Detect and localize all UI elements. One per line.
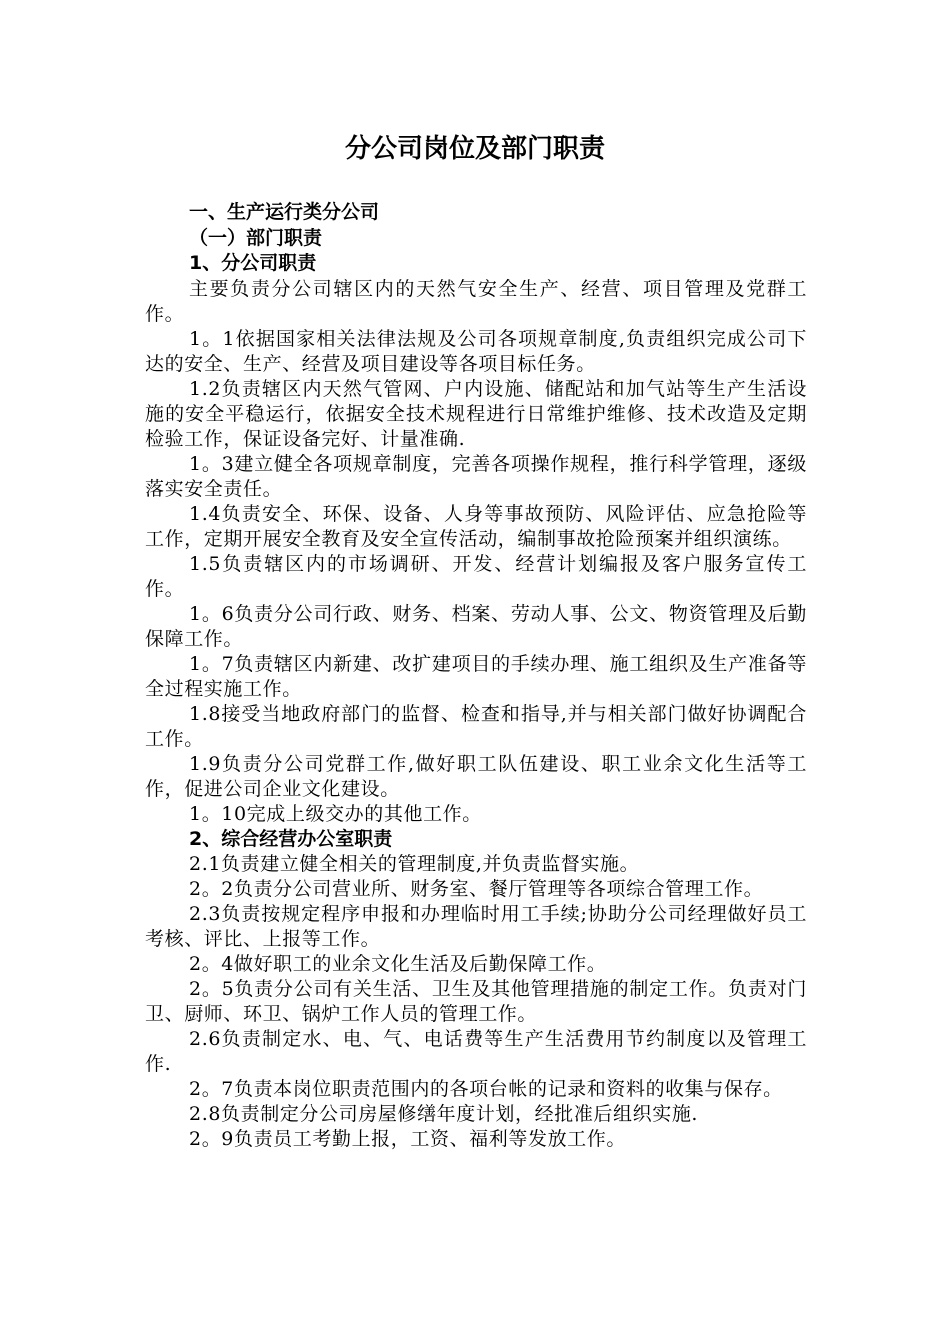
paragraph: 2。5负责分公司有关生活、卫生及其他管理措施的制定工作。负责对门卫、厨师、环卫、锅炉工作人员的管理工作。 (145, 978, 807, 1025)
document-title: 分公司岗位及部门职责 (344, 134, 605, 164)
paragraph: 1.2负责辖区内天然气管网、户内设施、储配站和加气站等生产生活设施的安全平稳运行，依据安全技术规程进行日常维护维修、技术改造及定期检验工作，保证设备完好、计量准确. (145, 377, 807, 450)
paragraph: 2.3负责按规定程序申报和办理临时用工手续;协助分公司经理做好员工考核、评比、上报等工作。 (145, 903, 807, 950)
subsection-heading: （一）部门职责 (189, 226, 323, 249)
paragraph: 1。7负责辖区内新建、改扩建项目的手续办理、施工组织及生产准备等全过程实施工作。 (145, 652, 807, 700)
item-heading: 2、综合经营办公室职责 (189, 827, 393, 850)
paragraph: 2。2负责分公司营业所、财务室、餐厅管理等各项综合管理工作。 (189, 878, 764, 900)
paragraph: 2。7负责本岗位职责范围内的各项台帐的记录和资料的收集与保存。 (189, 1078, 783, 1100)
paragraph: 1.5负责辖区内的市场调研、开发、经营计划编报及客户服务宣传工作。 (145, 552, 807, 600)
paragraph: 1.9负责分公司党群工作,做好职工队伍建设、职工业余文化生活等工作，促进公司企业文化建设。 (145, 752, 807, 800)
paragraph: 1.4负责安全、环保、设备、人身等事故预防、风险评估、应急抢险等工作，定期开展安全教育及安全宣传活动，编制事故抢险预案并组织演练。 (145, 502, 807, 550)
document-body (145, 200, 807, 1152)
paragraph: 2。4做好职工的业余文化生活及后勤保障工作。 (189, 953, 607, 975)
paragraph: 1。1依据国家相关法律法规及公司各项规章制度,负责组织完成公司下达的安全、生产、经营及项目建设等各项目标任务。 (145, 327, 807, 375)
paragraph: 主要负责分公司辖区内的天然气安全生产、经营、项目管理及党群工作。 (145, 277, 807, 325)
paragraph: 2.6负责制定水、电、气、电话费等生产生活费用节约制度以及管理工作. (145, 1028, 807, 1075)
paragraph: 2.1负责建立健全相关的管理制度,并负责监督实施。 (189, 853, 640, 875)
paragraph: 2.8负责制定分公司房屋修缮年度计划，经批准后组织实施. (189, 1103, 699, 1125)
section-heading: 一、生产运行类分公司 (189, 201, 380, 223)
paragraph: 1。3建立健全各项规章制度，完善各项操作规程，推行科学管理，逐级落实安全责任。 (145, 452, 807, 500)
paragraph: 1。6负责分公司行政、财务、档案、劳动人事、公文、物资管理及后勤保障工作。 (145, 602, 807, 650)
paragraph: 1.8接受当地政府部门的监督、检查和指导,并与相关部门做好协调配合工作。 (145, 702, 807, 750)
item-heading: 1、分公司职责 (189, 252, 317, 274)
paragraph: 1。10完成上级交办的其他工作。 (189, 802, 482, 825)
paragraph: 2。9负责员工考勤上报，工资、福利等发放工作。 (189, 1128, 626, 1150)
